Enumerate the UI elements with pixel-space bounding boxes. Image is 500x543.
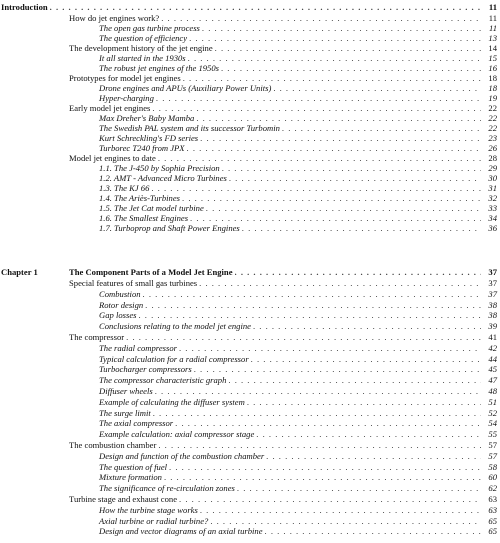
dot-leader — [247, 397, 481, 407]
toc-entry-title: Kurt Schreckling's FD series — [99, 133, 199, 143]
toc-entry-title: 1.6. The Smallest Engines — [99, 213, 189, 223]
toc-subsection-entry — [99, 375, 497, 385]
dot-leader — [235, 267, 481, 277]
toc-entry-title: Model jet engines to date — [69, 153, 156, 163]
toc-entry-title: The significance of re-circulation zones — [99, 483, 235, 494]
dot-leader — [196, 113, 481, 123]
dot-leader — [282, 123, 481, 133]
page-number: 11 — [488, 13, 497, 23]
toc-entry-title: Drone engines and APUs (Auxiliary Power Units) — [99, 83, 272, 93]
toc-subsection-entry — [99, 310, 497, 320]
page-number: 11 — [488, 2, 497, 12]
toc-subsection-entry — [99, 193, 497, 203]
toc-entry-title: Mixture formation — [99, 472, 162, 483]
dot-leader — [194, 364, 481, 374]
page-number: 31 — [488, 183, 497, 193]
dot-leader — [242, 223, 481, 233]
page-number: 39 — [488, 321, 497, 332]
page-number: 41 — [488, 332, 497, 342]
toc-entry-title: It all started in the 1930s — [99, 53, 186, 63]
toc-section-entry — [69, 13, 497, 23]
page-number: 38 — [488, 310, 497, 321]
toc-entry-title: 1.2. AMT - Advanced Micro Turbines — [99, 173, 227, 183]
dot-leader — [175, 418, 481, 428]
toc-subsection-entry — [99, 321, 497, 331]
page-number: 42 — [488, 342, 497, 353]
page-number: 38 — [488, 299, 497, 310]
toc-entry-title: The axial compressor — [99, 418, 174, 429]
dot-leader — [145, 300, 481, 310]
toc-subsection-entry — [99, 354, 497, 364]
page-number: 34 — [488, 213, 497, 223]
toc-entry-title: The question of efficiency — [99, 33, 188, 43]
toc-subsection-entry — [99, 397, 497, 407]
dot-leader — [50, 2, 481, 12]
toc-subsection-entry — [99, 386, 497, 396]
page-number: 32 — [488, 193, 497, 203]
dot-leader — [200, 505, 481, 515]
dot-leader — [253, 321, 481, 331]
dot-leader — [183, 73, 481, 83]
page-number: 37 — [488, 288, 497, 299]
toc-subsection-entry — [99, 203, 497, 213]
page-number: 16 — [488, 63, 497, 73]
dot-leader — [237, 483, 481, 493]
dot-leader — [190, 213, 481, 223]
toc-section-entry — [69, 43, 497, 53]
page-number: 28 — [488, 153, 497, 163]
chapter-number: Chapter 1 — [1, 267, 38, 277]
toc-entry-title: 1.1. The J-450 by Sophia Precision — [99, 163, 220, 173]
toc-entry-title: Axial turbine or radial turbine? — [99, 515, 209, 526]
toc-subsection-entry — [99, 133, 497, 143]
page-number: 30 — [488, 173, 497, 183]
dot-leader — [187, 143, 481, 153]
toc-entry-title: The compressor — [69, 332, 125, 342]
toc-section-entry — [69, 278, 497, 288]
page-number: 54 — [488, 418, 497, 429]
toc-entry-title: Design and vector diagrams of an axial turbine — [99, 526, 263, 537]
page-number: 37 — [488, 278, 497, 288]
toc-entry-title: How do jet engines work? — [69, 13, 160, 23]
dot-leader — [221, 63, 481, 73]
toc-entry-title: Hyper-charging — [99, 93, 154, 103]
dot-leader — [158, 153, 481, 163]
toc-entry-title: Turbine stage and exhaust cone — [69, 494, 178, 504]
toc-entry-title: The Component Parts of a Model Jet Engine — [69, 267, 233, 277]
dot-leader — [152, 103, 481, 113]
page-number: 22 — [488, 123, 497, 133]
toc-section-entry — [69, 103, 497, 113]
toc-entry-title: Prototypes for model jet engines — [69, 73, 181, 83]
dot-leader — [153, 408, 481, 418]
toc-entry-title: Gap losses — [99, 310, 137, 321]
page-number: 55 — [488, 429, 497, 440]
toc-section-entry — [69, 440, 497, 450]
dot-leader — [164, 472, 481, 482]
page-number: 44 — [488, 353, 497, 364]
toc-entry-title: Rotor design — [99, 299, 144, 310]
page-number: 29 — [488, 163, 497, 173]
toc-entry-title: Early model jet engines — [69, 103, 151, 113]
toc-subsection-entry — [99, 289, 497, 299]
toc-subsection-entry — [99, 364, 497, 374]
page-number: 60 — [488, 472, 497, 483]
page-number: 48 — [488, 386, 497, 396]
page-number: 47 — [488, 375, 497, 386]
toc-subsection-entry — [99, 505, 497, 515]
toc-section-entry — [69, 153, 497, 163]
toc-entry-title: Special features of small gas turbines — [69, 278, 198, 288]
page-number: 65 — [488, 515, 497, 526]
dot-leader — [161, 13, 481, 23]
dot-leader — [126, 332, 481, 342]
toc-subsection-entry — [99, 213, 497, 223]
toc-entry-title: Design and function of the combustion chamber — [99, 450, 265, 461]
toc-subsection-entry — [99, 408, 497, 418]
toc-entry-title: The question of fuel — [99, 461, 168, 472]
toc-entry-title: The combustion chamber — [69, 440, 157, 450]
dot-leader — [228, 375, 481, 385]
toc-subsection-entry — [99, 163, 497, 173]
page-number: 33 — [488, 203, 497, 213]
toc-subsection-entry — [99, 429, 497, 439]
toc-subsection-entry — [99, 63, 497, 73]
toc-subsection-entry — [99, 223, 497, 233]
page-number: 62 — [488, 483, 497, 494]
toc-section-entry — [69, 73, 497, 83]
page-number: 22 — [488, 113, 497, 123]
page-number: 58 — [488, 461, 497, 472]
dot-leader — [199, 278, 481, 288]
toc-subsection-entry — [99, 173, 497, 183]
toc-entry-title: The radial compressor — [99, 342, 177, 353]
page-number: 51 — [488, 396, 497, 407]
toc-chapter-title — [69, 267, 497, 277]
toc-entry-title: The compressor characteristic graph — [99, 375, 227, 386]
toc-entry-title: The robust jet engines of the 1950s — [99, 63, 219, 73]
toc-entry-title: Example of calculating the diffuser system — [99, 396, 245, 407]
page-number: 15 — [488, 53, 497, 63]
toc-subsection-entry — [99, 83, 497, 93]
dot-leader — [273, 83, 481, 93]
toc-subsection-entry — [99, 93, 497, 103]
dot-leader — [222, 163, 481, 173]
toc-subsection-entry — [99, 183, 497, 193]
toc-entry-title: Max Dreher's Baby Mamba — [99, 113, 195, 123]
dot-leader — [202, 23, 481, 33]
dot-leader — [182, 193, 481, 203]
dot-leader — [256, 429, 481, 439]
toc-subsection-entry — [99, 343, 497, 353]
toc-entry-title: Conclusions relating to the model jet engine — [99, 321, 251, 332]
page-number: 13 — [488, 33, 497, 43]
page-number: 63 — [488, 504, 497, 515]
page-number: 52 — [488, 407, 497, 418]
toc-entry-title: 1.7. Turboprop and Shaft Power Engines — [99, 223, 240, 233]
page-number: 18 — [488, 73, 497, 83]
dot-leader — [200, 133, 481, 143]
page-number: 36 — [488, 223, 497, 233]
toc-entry-title: 1.5. The Jet Cat model turbine — [99, 203, 204, 213]
dot-leader — [179, 494, 481, 504]
dot-leader — [138, 310, 481, 320]
page-number: 57 — [488, 450, 497, 461]
toc-subsection-entry — [99, 462, 497, 472]
toc-section-introduction — [1, 2, 497, 12]
dot-leader — [266, 451, 481, 461]
toc-subsection-entry — [99, 33, 497, 43]
toc-entry-title: Turborec T240 from JPX — [99, 143, 185, 153]
toc-entry-title: 1.3. The KJ 66 — [99, 183, 150, 193]
dot-leader — [229, 173, 481, 183]
dot-leader — [156, 93, 481, 103]
toc-subsection-entry — [99, 418, 497, 428]
dot-leader — [206, 203, 481, 213]
dot-leader — [215, 43, 481, 53]
toc-entry-title: Introduction — [1, 2, 48, 12]
dot-leader — [265, 526, 481, 536]
dot-leader — [155, 386, 481, 396]
toc-entry-title: The open gas turbine process — [99, 23, 200, 33]
toc-subsection-entry — [99, 53, 497, 63]
page-number: 65 — [488, 526, 497, 537]
toc-section-entry — [69, 494, 497, 504]
page-number: 23 — [488, 133, 497, 143]
toc-subsection-entry — [99, 451, 497, 461]
toc-subsection-entry — [99, 300, 497, 310]
toc-entry-title: 1.4. The Ariès-Turbines — [99, 193, 181, 203]
dot-leader — [158, 440, 481, 450]
dot-leader — [210, 516, 481, 526]
dot-leader — [151, 183, 481, 193]
toc-entry-title: Example calculation: axial compressor stage — [99, 429, 255, 440]
page-number: 18 — [488, 83, 497, 93]
toc-subsection-entry — [99, 143, 497, 153]
dot-leader — [188, 53, 481, 63]
toc-entry-title: Typical calculation for a radial compressor — [99, 353, 249, 364]
toc-section-entry — [69, 332, 497, 342]
toc-entry-title: Turbocharger compressors — [99, 364, 192, 375]
toc-subsection-entry — [99, 526, 497, 536]
toc-subsection-entry — [99, 113, 497, 123]
dot-leader — [143, 289, 481, 299]
toc-entry-title: The development history of the jet engine — [69, 43, 213, 53]
page-number: 19 — [488, 93, 497, 103]
page-number: 11 — [489, 23, 497, 33]
toc-subsection-entry — [99, 472, 497, 482]
toc-entry-title: Combustion — [99, 288, 141, 299]
toc-subsection-entry — [99, 483, 497, 493]
toc-subsection-entry — [99, 23, 497, 33]
toc-entry-title: Diffuser wheels — [99, 386, 153, 396]
dot-leader — [169, 462, 481, 472]
page-number: 63 — [488, 494, 497, 504]
page-number: 26 — [488, 143, 497, 153]
dot-leader — [189, 33, 481, 43]
dot-leader — [179, 343, 481, 353]
page-number: 37 — [488, 267, 497, 277]
toc-entry-title: How the turbine stage works — [99, 504, 198, 515]
toc-subsection-entry — [99, 123, 497, 133]
page-number: 45 — [488, 364, 497, 375]
page-number: 14 — [488, 43, 497, 53]
page-number: 57 — [488, 440, 497, 450]
toc-entry-title: The surge limit — [99, 407, 151, 418]
page-number: 22 — [488, 103, 497, 113]
toc-entry-title: The Swedish PAL system and its successor Turbomin — [99, 123, 280, 133]
toc-subsection-entry — [99, 516, 497, 526]
dot-leader — [251, 354, 481, 364]
